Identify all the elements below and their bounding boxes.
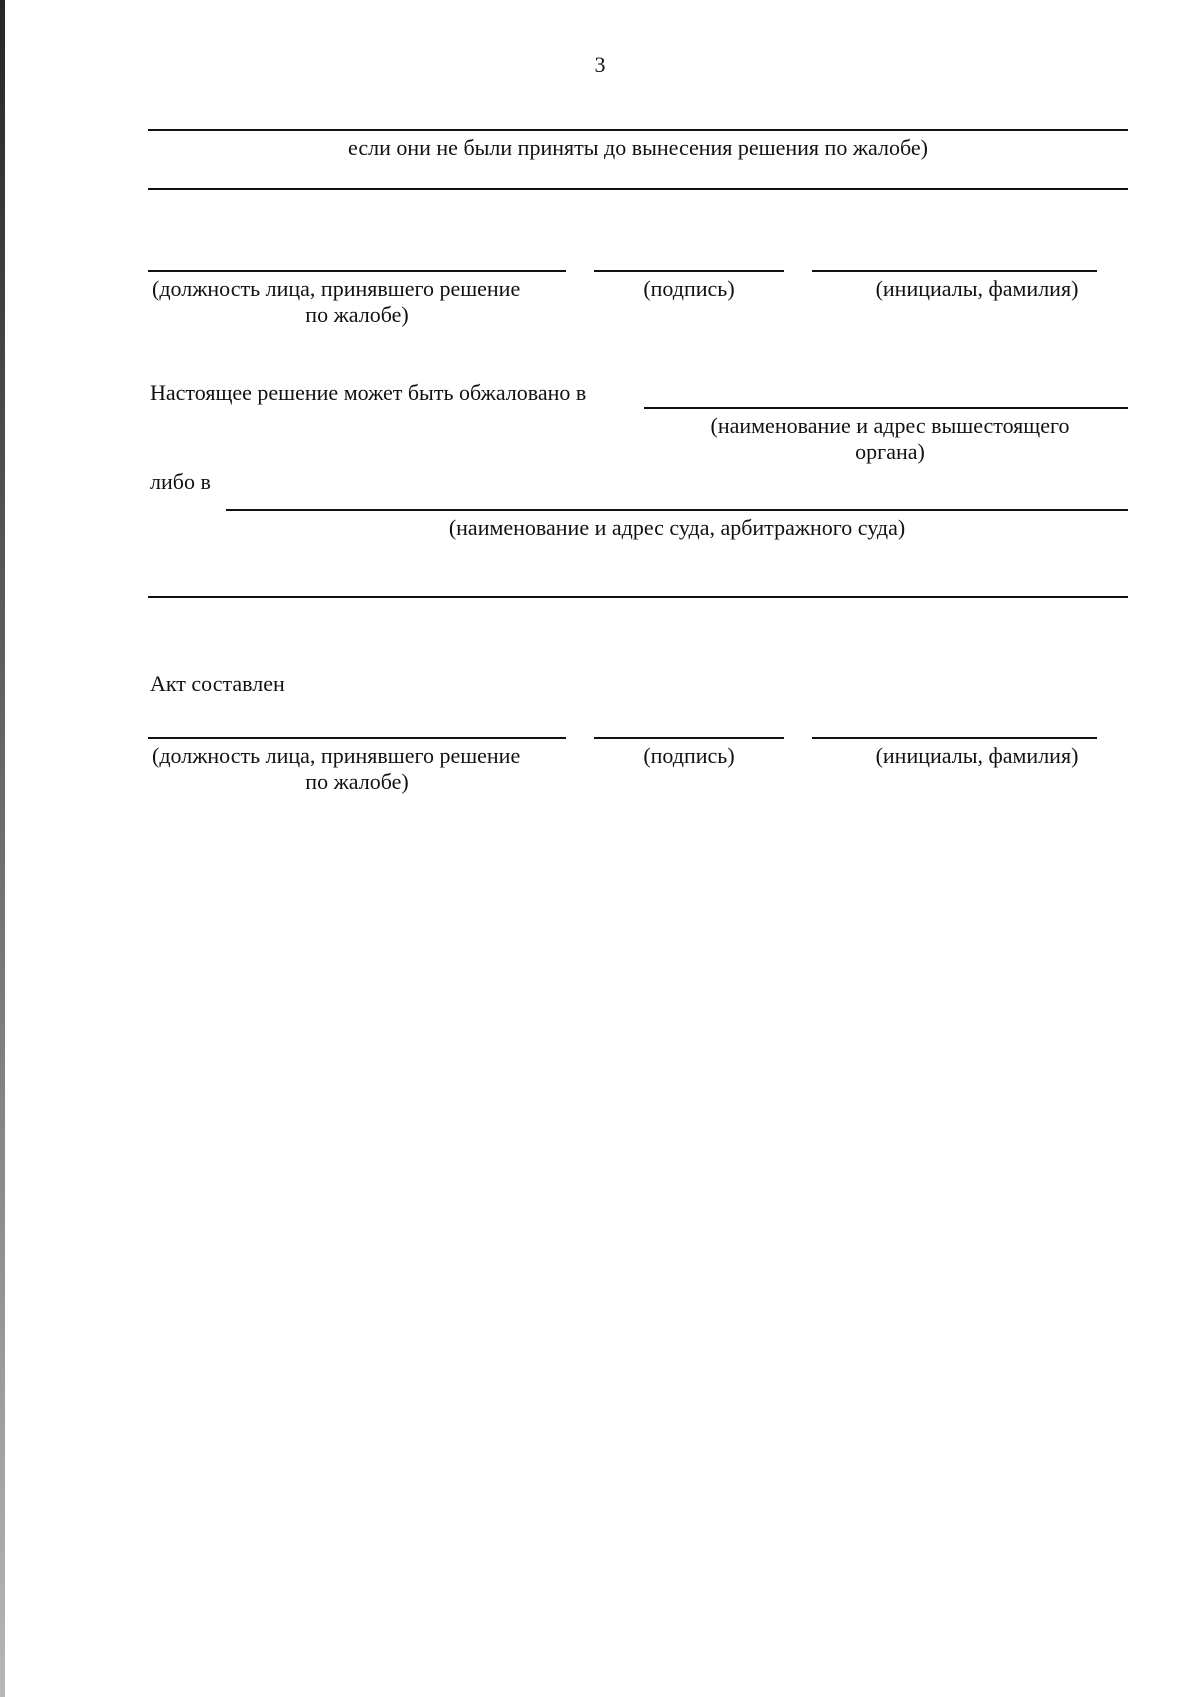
page-number: 3 bbox=[594, 52, 606, 77]
position-line bbox=[148, 270, 566, 272]
fill-line bbox=[148, 129, 1128, 131]
position-caption: (должность лица, принявшего решение bbox=[152, 743, 521, 768]
or-text: либо в bbox=[150, 469, 211, 494]
signature-caption: (подпись) bbox=[643, 276, 735, 301]
fill-line bbox=[148, 596, 1128, 598]
name-caption: (инициалы, фамилия) bbox=[875, 276, 1079, 301]
higher-body-caption-cont: органа) bbox=[855, 439, 925, 464]
higher-body-line bbox=[644, 407, 1128, 409]
position-caption-cont: по жалобе) bbox=[305, 302, 409, 327]
act-composed-text: Акт составлен bbox=[150, 671, 285, 696]
scan-edge bbox=[0, 0, 5, 1697]
name-line bbox=[812, 737, 1097, 739]
signature-caption: (подпись) bbox=[643, 743, 735, 768]
name-line bbox=[812, 270, 1097, 272]
signature-line bbox=[594, 270, 784, 272]
name-caption: (инициалы, фамилия) bbox=[875, 743, 1079, 768]
signature-line bbox=[594, 737, 784, 739]
higher-body-caption: (наименование и адрес вышестоящего bbox=[710, 413, 1070, 438]
court-line bbox=[226, 509, 1128, 511]
intro-tail-text: если они не были приняты до вынесения решения по жалобе) bbox=[348, 135, 928, 160]
position-caption: (должность лица, принявшего решение bbox=[152, 276, 521, 301]
appeal-text: Настоящее решение может быть обжаловано в bbox=[150, 380, 587, 405]
position-line bbox=[148, 737, 566, 739]
fill-line bbox=[148, 188, 1128, 190]
court-caption: (наименование и адрес суда, арбитражного суда) bbox=[448, 515, 906, 540]
position-caption-cont: по жалобе) bbox=[305, 769, 409, 794]
